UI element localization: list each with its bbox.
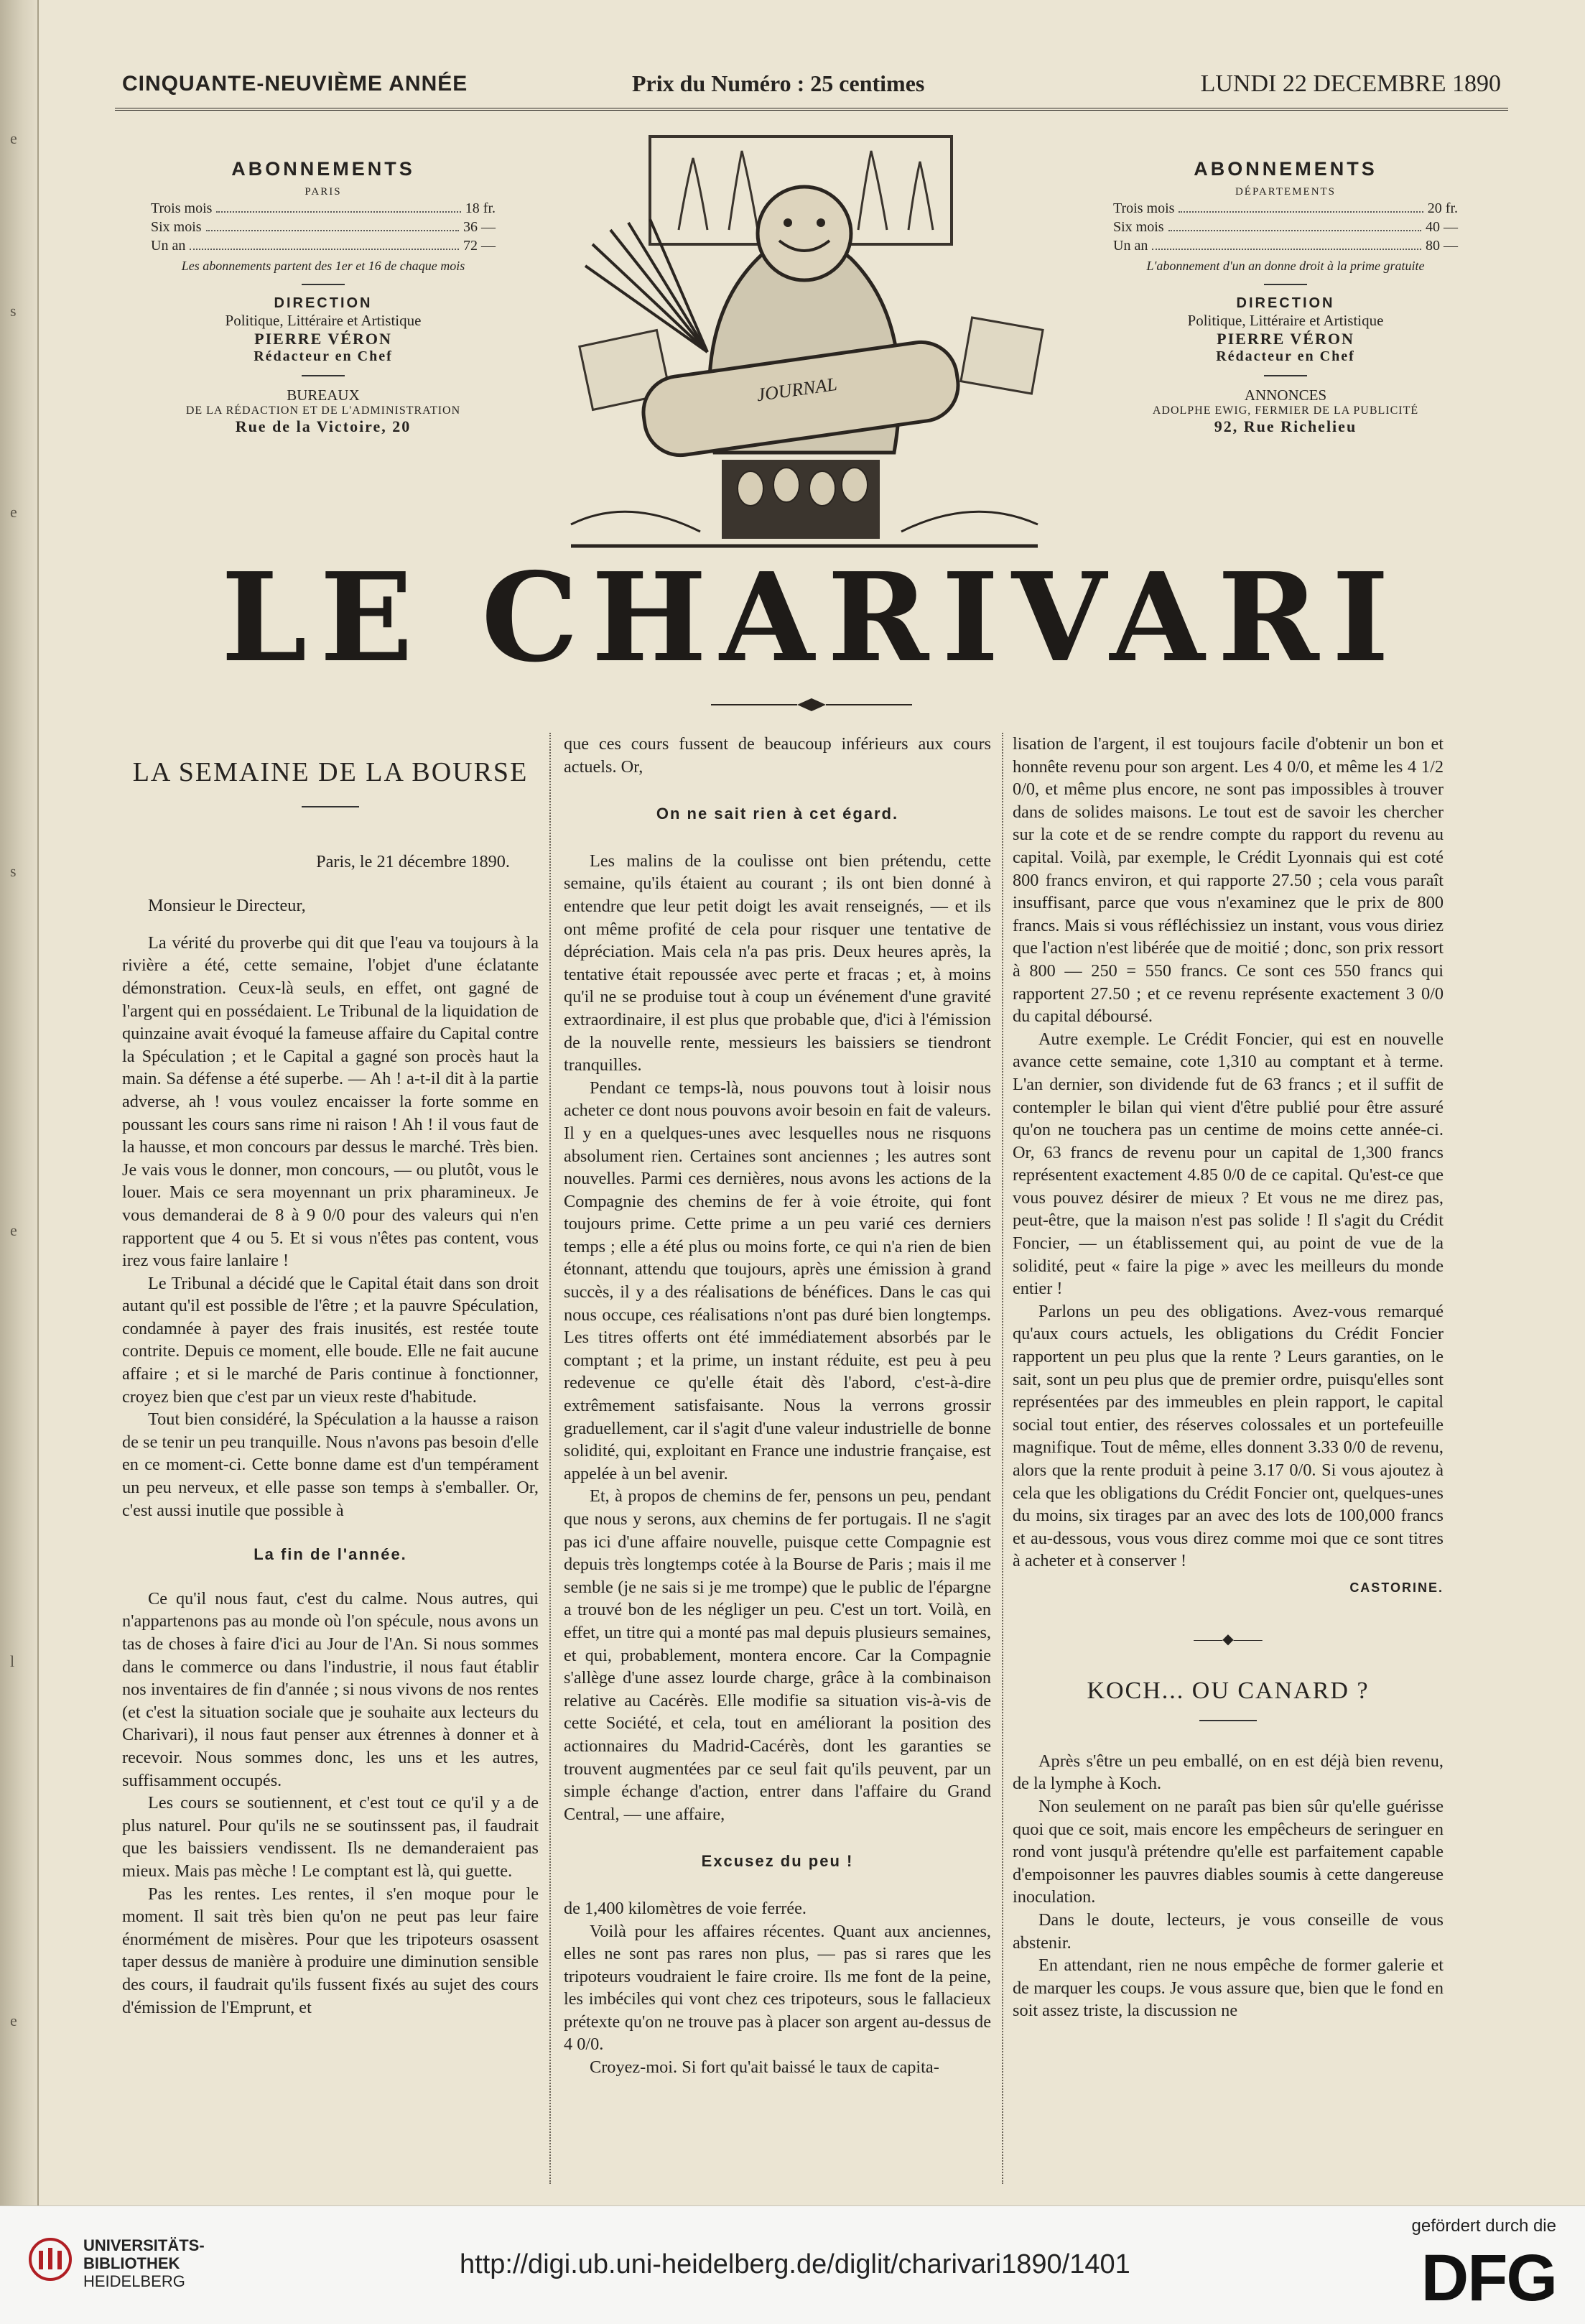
journal-label: JOURNAL bbox=[755, 373, 839, 406]
annonces-subtitle: ADOLPHE EWIG, FERMIER DE LA PUBLICITÉ bbox=[1152, 404, 1419, 417]
column-3 bbox=[1013, 733, 1444, 2022]
article-paragraph: Les malins de la coulisse ont bien prétendu, cette semaine, qu'ils étaient au courant ; ils ont bien donné à entendre que leur petit doigt les avait renseignés, — et ils ont même profité de cela pour risquer une tentative de dépréciation. Mais cela n'a pas pris. Deux heures après, la tentative était repoussée avec perte et fracas ; et, à moins qu'il ne se produise tout à coup un événement d'une gravité extraordinaire, il est plus que probable que, d'ici à l'émission de la nouvelle rente, messieurs les baissiers se tiendront tranquilles. bbox=[564, 851, 991, 1075]
article-paragraph: que ces cours fussent de beaucoup inférieurs aux cours actuels. Or, bbox=[564, 734, 991, 777]
top-info-bar bbox=[115, 65, 1508, 111]
year-label: CINQUANTE-NEUVIÈME ANNÉE bbox=[122, 72, 468, 96]
director-name: PIERRE VÉRON bbox=[254, 330, 392, 348]
article-subhead: La fin de l'année. bbox=[254, 1545, 407, 1564]
article-paragraph: La vérité du proverbe qui dit que l'eau va toujours à la rivière a été, cette semaine, l'objet d'une éclatante démonstration. Ceux-là seuls, en effet, ont gagné de l'argent qui en possédaient. Le Tribunal de la liquidation de quinzaine avait évoqué la fameuse affaire du Capital contre la Spéculation ; et le Capital a gagné son procès haut la main. Sa défense a été superbe. — Ah ! a-t-il dit à la partie adverse, ah ! vous voulez encaisser la forte somme en poussant les cours sans rime ni raison ! Ah ! il vous faut de la hausse, et mon concours par dessus le marché. Très bien. Je vais vous le donner, mon concours, — ou plutôt, vous le louer. Mais ce sera moyennant un prix pharamineux. Je vous demanderai de 8 à 9 0/0 pour des valeurs qui n'en rapportent que 4 ou 5. Et si vous n'êtes pas content, vous irez vous faire lanlaire ! bbox=[122, 932, 539, 1271]
permalink-url[interactable]: http://digi.ub.uni-heidelberg.de/diglit/charivari1890/1401 bbox=[460, 2249, 1130, 2279]
issue-date: LUNDI 22 DECEMBRE 1890 bbox=[1200, 70, 1501, 97]
subscriptions-title: ABONNEMENTS bbox=[1194, 158, 1377, 180]
newspaper-page bbox=[86, 43, 1523, 2198]
price-row: Six mois 36 — bbox=[151, 219, 496, 235]
article-paragraph: Et, à propos de chemins de fer, pensons un peu, pendant que nous y serons, aux chemins de fer portugais. Il ne s'agit pas ici d'une affaire nouvelle, puisque cette Compagnie est depuis très longtemps cotée à la Bourse de Paris ; mais il me semble (je ne sais si je me trompe) que le public de l'épargne a trouvé bon de les négliger un peu. C'est un tort. Voilà, en effet, un titre qui a monté pas mal depuis plusieurs semaines, et qui, probablement, montera encore. Car la Compagnie s'allège d'une assez lourde charge, grâce à la combinaison relative au Cacérès. Elle modifie sa situation vis-à-vis de cette Société, et cela, tout en améliorant la position des actionnaires du Madrid-Cacérès, dont les garanties se trouvent augmentées par ce seul fait qu'ils peuvent, par un simple échange d'action, entrer dans l'affaire du Grand Central, — une affaire, bbox=[564, 1486, 991, 1824]
column-2 bbox=[564, 733, 991, 2079]
subscription-note: L'abonnement d'un an donne droit à la prime gratuite bbox=[1146, 259, 1425, 273]
article-paragraph: Voilà pour les affaires récentes. Quant aux anciennes, elles ne sont pas rares non plus, — pas si rares que les tripoteurs voudraient le faire croire. Ils me font de la peine, les imbéciles qui vont chez ces tripoteurs, sous le fallacieux prétexte qu'on ne trouve pas à placer son argent au-dessus de 4 0/0. bbox=[564, 1921, 991, 2055]
annonces-title: ANNONCES bbox=[1244, 386, 1327, 404]
article-paragraph: Dans le doute, lecteurs, je vous conseille de vous abstenir. bbox=[1013, 1909, 1444, 1953]
subscriptions-paris bbox=[122, 158, 524, 436]
author-signature: CASTORINE. bbox=[1349, 1580, 1444, 1595]
direction-subtitle: Politique, Littéraire et Artistique bbox=[1187, 312, 1384, 329]
article-paragraph: En attendant, rien ne nous empêche de former galerie et de marquer les coups. Je vous assure que, bien que le fond en soit assez triste, la discussion ne bbox=[1013, 1955, 1444, 2021]
masthead-engraving bbox=[542, 122, 1066, 560]
article-paragraph: Non seulement on ne paraît pas bien sûr qu'elle guérisse quoi que ce soit, mais encore les empêcheurs de seringuer en rond vont jusqu'à prétendre qu'elle est parfaitement capable d'empoisonner les pauvres diables soumis à cette dangereuse inoculation. bbox=[1013, 1796, 1444, 1907]
director-role: Rédacteur en Chef bbox=[1216, 348, 1355, 364]
library-footer bbox=[0, 2205, 1585, 2324]
salutation: Monsieur le Directeur, bbox=[148, 896, 306, 916]
bureaux-address: Rue de la Victoire, 20 bbox=[235, 417, 412, 435]
article-paragraph: Autre exemple. Le Crédit Foncier, qui est en nouvelle avance cette semaine, cote 1,310 au comptant et à terme. L'an dernier, son dividende fut de 63 francs ; et il suffit de contempler le bilan qui vient d'être publié pour être assuré qu'on ne touchera pas un centime de moins cette année-ci. Or, 63 francs de revenu pour un capital de 1,300 francs représentent exactement 4.85 0/0 de ce capital. Qu'est-ce que vous pouvez désirer de mieux ? Et vous ne me direz pas, peut-être, que la maison n'est pas solide ! Il s'agit du Crédit Foncier, — un établissement qui, au point de vue de la solidité, peut « faire la pige » avec les meilleurs du monde entier ! bbox=[1013, 1029, 1444, 1299]
article-paragraph: Tout bien considéré, la Spéculation a la hausse a raison de se tenir un peu tranquille. Nous n'avons pas besoin d'elle en ce moment-ci. Cette bonne dame est d'un tempérament un peu nerveux, et elle passe son temps à s'emballer. Or, c'est aussi inutile que possible à bbox=[122, 1409, 539, 1520]
article-paragraph: Parlons un peu des obligations. Avez-vous remarqué qu'aux cours actuels, les obligations du Crédit Foncier rapportent un peu plus que la rente ? Leurs garanties, on le sait, sont un peu plus que de premier ordre, puisqu'elles sont représentées par des immeubles en plein rapport, le capital social tout entier, des réserves colossales et un portefeuille magnifique. Tout de même, elles donnent 3.33 0/0 de revenu, alors que la rente produit à peine 3.17 0/0. Si vous ajoutez à cela que les obligations du Crédit Foncier ont, quelques-unes du moins, six tirages par an avec des lots de 100,000 francs et au-dessous, vous vous direz comme moi que ce sont titres à acheter et à conserver ! bbox=[1013, 1301, 1444, 1571]
adjacent-page-edge: e s e s e l e bbox=[0, 0, 39, 2205]
director-role: Rédacteur en Chef bbox=[254, 348, 393, 364]
article-paragraph: Croyez-moi. Si fort qu'ait baissé le taux de capita- bbox=[590, 2057, 939, 2078]
section-divider: ——◆—— bbox=[1194, 1631, 1263, 1647]
funding-label: gefördert durch die bbox=[1411, 2216, 1556, 2236]
article-paragraph: Après s'être un peu emballé, on en est déjà bien revenu, de la lymphe à Koch. bbox=[1013, 1751, 1444, 1794]
price-row: Trois mois 20 fr. bbox=[1113, 200, 1458, 216]
article-paragraph: Le Tribunal a décidé que le Capital était dans son droit autant qu'il est possible de l'être ; et la pauvre Spéculation, condamnée à payer des frais inusités, est restée toute contrite. Depuis ce moment, elle boude. Elle ne fait aucune affaire ; et si le marché de Paris continue à fonctionner, croyez bien que c'est par un vieux reste d'habitude. bbox=[122, 1273, 539, 1407]
article-title-koch: KOCH... OU CANARD ? bbox=[1087, 1677, 1370, 1705]
dateline: Paris, le 21 décembre 1890. bbox=[316, 851, 510, 871]
masthead-ornament bbox=[711, 697, 912, 713]
director-name: PIERRE VÉRON bbox=[1217, 330, 1354, 348]
article-title-bourse: LA SEMAINE DE LA BOURSE bbox=[132, 757, 529, 787]
column-1 bbox=[122, 733, 539, 2019]
price-row: Un an 72 — bbox=[151, 238, 496, 254]
price-row: Six mois 40 — bbox=[1113, 219, 1458, 235]
price-row: Trois mois 18 fr. bbox=[151, 200, 496, 216]
price-row: Un an 80 — bbox=[1113, 238, 1458, 254]
subscriptions-departements bbox=[1084, 158, 1487, 436]
article-paragraph: Ce qu'il nous faut, c'est du calme. Nous autres, qui n'appartenons pas au monde où l'on spécule, nous avons un tas de choses à faire d'ici au Jour de l'An. Si nous sommes dans le commerce ou dans l'industrie, il nous faut établir nos inventaires de fin d'année ; si nous vivons de nos rentes (et c'est la situation sociale que je souhaite aux lecteurs du Charivari), il nous faut penser aux étrennes à donner et à recevoir. Nous sommes donc, les uns et les autres, suffisamment occupés. bbox=[122, 1588, 539, 1790]
article-subhead: On ne sait rien à cet égard. bbox=[656, 805, 899, 823]
masthead-title: LE CHARIVARI bbox=[220, 546, 1403, 690]
article-paragraph: de 1,400 kilomètres de voie ferrée. bbox=[564, 1898, 807, 1918]
article-subhead: Excusez du peu ! bbox=[701, 1852, 854, 1871]
article-paragraph: lisation de l'argent, il est toujours facile d'obtenir un bon et honnête revenu pour son argent. Les 4 0/0, et même les 4 1/2 0/0, et même plus encore, ne sont pas impossibles à trouver dans de solides maisons. Le tout est de savoir les chercher sur la cote et de se rendre compte du rapport du revenu au capital. Voilà, par exemple, le Crédit Lyonnais qui est coté 800 francs environ, et qui rapporte 27.50 ; cela vous paraît insuffisant, parce que vous n'examinez que le prix de 800 francs. Mais si vous réfléchissiez un instant, vous vous diriez que l'action n'est libérée que de moitié ; donc, son prix ressort à 800 — 250 = 550 francs. Ce sont ces 550 francs qui rapportent 27.50 ; et ce revenu représente exactement 3 0/0 du capital déboursé. bbox=[1013, 734, 1444, 1027]
direction-title: DIRECTION bbox=[1236, 295, 1335, 311]
article-paragraph: Pas les rentes. Les rentes, il s'en moque pour le moment. Il sait très bien qu'on ne peut pas leur faire énormément de misères. Pour que les tripoteurs osassent taper dessus de manière à produire une diminution sensible des cours, il faudrait qu'ils fussent fixés au sujet des cours d'émission de l'Emprunt, et bbox=[122, 1884, 539, 2017]
subscription-note: Les abonnements partent des 1er et 16 de chaque mois bbox=[181, 259, 465, 273]
university-library-name: UNIVERSITÄTS- BIBLIOTHEK HEIDELBERG bbox=[83, 2236, 205, 2290]
bureaux-title: BUREAUX bbox=[287, 386, 360, 404]
annonces-address: 92, Rue Richelieu bbox=[1214, 417, 1357, 435]
article-paragraph: Les cours se soutiennent, et c'est tout ce qu'il y a de plus naturel. Pour qu'ils ne se soutinssent pas, il faudrait que les baissiers vendissent. Ils ne demanderaient pas mieux. Mais pas mèche ! Le comptant est là, qui guette. bbox=[122, 1793, 539, 1881]
direction-title: DIRECTION bbox=[274, 295, 373, 311]
bureaux-subtitle: DE LA RÉDACTION ET DE L'ADMINISTRATION bbox=[185, 404, 461, 417]
subscriptions-title: ABONNEMENTS bbox=[231, 158, 415, 180]
subscriptions-region: DÉPARTEMENTS bbox=[1235, 186, 1337, 198]
subscriptions-region: PARIS bbox=[305, 186, 342, 198]
article-paragraph: Pendant ce temps-là, nous pouvons tout à loisir nous acheter ce dont nous pouvons avoir besoin en fait de valeurs. Il y en a quelques-unes avec lesquelles nous ne risquons absolument rien. Certaines sont anciennes ; les autres sont nouvelles. Parmi ces dernières, nous avons les actions de la Compagnie des chemins de fer à voie étroite, qui font toujours prime. Cette prime a un peu varié ces derniers temps ; elle a été plus ou moins forte, ce qui n'a rien de bien étonnant, attendu que toujours, après une émission à grand succès, il y a des réalisations de bénéfices. Dans le cas qui nous occupe, ces réalisations n'ont pas duré bien longtemps. Les titres offerts ont été immédiatement absorbés par le comptant ; et la prime, un instant réduite, est peu à peu redevenue ce qu'elle était dès l'abord, c'est-à-dire extrêmement satisfaisante. Nous la verrons grossir graduellement, car il s'agit d'une valeur industrielle de bonne solidité, qui, exploitant en France une industrie française, est appelée à un bel avenir. bbox=[564, 1078, 991, 1483]
issue-price: Prix du Numéro : 25 centimes bbox=[632, 70, 925, 96]
dfg-logo: DFG bbox=[1421, 2241, 1556, 2315]
university-logo-icon bbox=[29, 2238, 72, 2281]
direction-subtitle: Politique, Littéraire et Artistique bbox=[225, 312, 422, 329]
